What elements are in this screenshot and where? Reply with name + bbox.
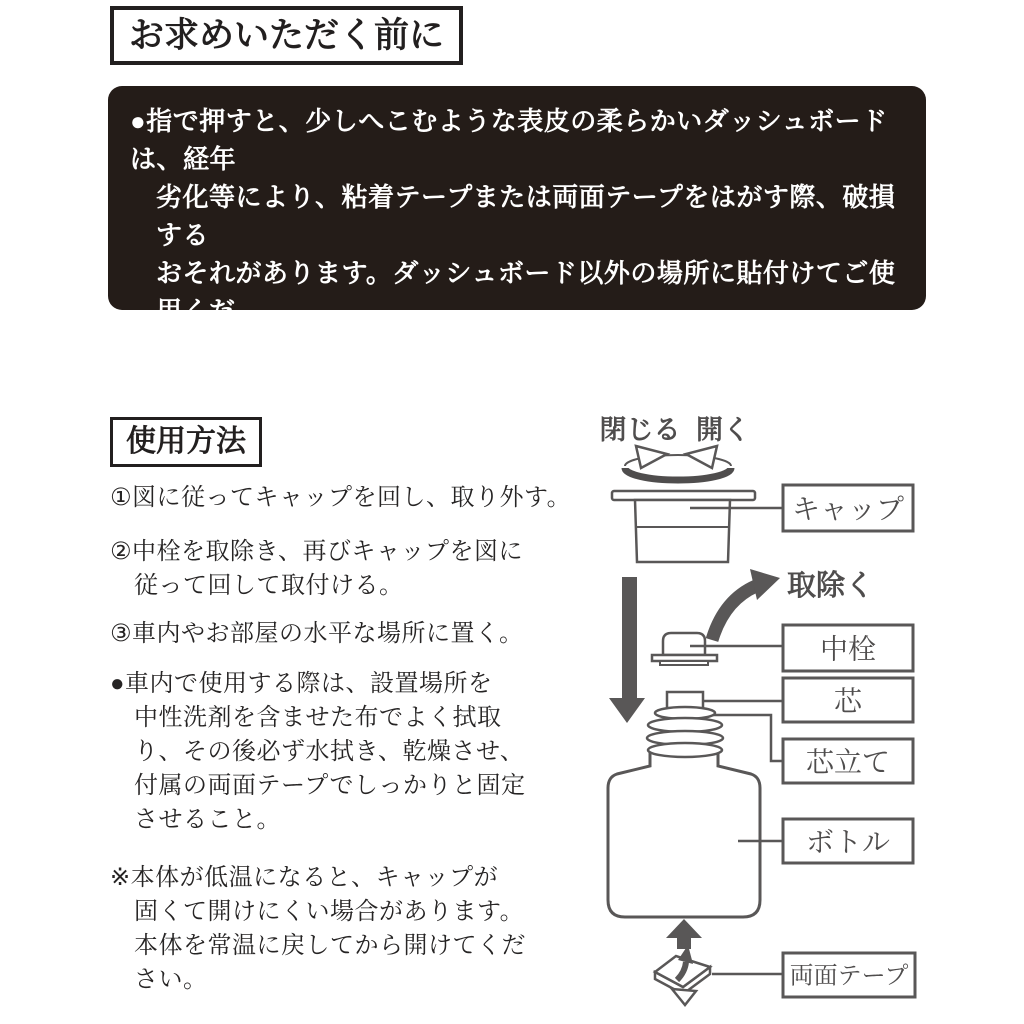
note-line: ●車内で使用する際は、設置場所を <box>110 670 493 697</box>
warning-line: 劣化等により、粘着テープまたは両面テープをはがす際、破損する <box>156 182 896 250</box>
warning-line: ●指で押すと、少しへこむような表皮の柔らかいダッシュボードは、経年 <box>130 106 888 174</box>
step-line: ①図に従ってキャップを回し、取り外す。 <box>110 484 572 511</box>
warning-panel <box>108 86 926 402</box>
step-line: ③車内やお部屋の水平な場所に置く。 <box>110 620 524 647</box>
note-line: 付属の両面テープでしっかりと固定 <box>134 772 526 799</box>
remove-arrow-icon <box>712 569 780 640</box>
tape-label: 両面テープ <box>789 962 909 990</box>
pre-purchase-title: お求めいただく前に <box>110 6 463 65</box>
bottle-threads-drawing <box>647 707 723 757</box>
caution-line: 固くて開けにくい場合があります。 <box>134 898 525 925</box>
close-direction-label: 閉じる <box>599 415 681 445</box>
wick-stand-label: 芯立て <box>805 746 891 778</box>
step-2 <box>110 535 572 603</box>
caution-line: 本体を常温に戻してから開けてくだ <box>134 932 526 959</box>
product-diagram <box>560 400 1024 1024</box>
note-line: させること。 <box>134 806 281 833</box>
wick-label: 芯 <box>833 685 863 717</box>
bottle-label: ボトル <box>805 826 891 858</box>
bottle-drawing <box>608 748 760 917</box>
low-temp-caution <box>110 861 572 997</box>
open-direction-label: 開く <box>696 415 750 445</box>
note-line: 中性洗剤を含ませた布でよく拭取 <box>134 704 502 731</box>
remove-label: 取除く <box>787 570 875 602</box>
cap-label: キャップ <box>791 493 905 525</box>
warning-line: さい。 <box>156 334 236 364</box>
step-line: 従って回して取付ける。 <box>134 572 404 599</box>
caution-line: さい。 <box>134 966 208 993</box>
step-line: ②中栓を取除き、再びキャップを図に <box>110 538 524 565</box>
up-arrow-icon <box>666 919 702 949</box>
car-use-note <box>110 667 572 837</box>
cap-drawing <box>612 491 755 562</box>
note-line: り、その後必ず水拭き、乾燥させ、 <box>134 738 525 765</box>
caution-line: ※本体が低温になると、キャップが <box>110 864 499 891</box>
usage-title: 使用方法 <box>110 417 262 467</box>
inner-plug-label: 中栓 <box>819 633 877 665</box>
warning-line: ※輸入車の場合は特にご注意ください。 <box>130 372 607 402</box>
rotation-arrows-icon <box>625 446 731 480</box>
usage-steps <box>110 483 572 997</box>
warning-line: おそれがあります。ダッシュボード以外の場所に貼付けてご使用くだ <box>156 258 896 326</box>
step-1 <box>110 483 572 513</box>
step-3 <box>110 619 572 649</box>
down-arrow-icon <box>609 577 645 723</box>
double-sided-tape-icon <box>655 945 710 1005</box>
